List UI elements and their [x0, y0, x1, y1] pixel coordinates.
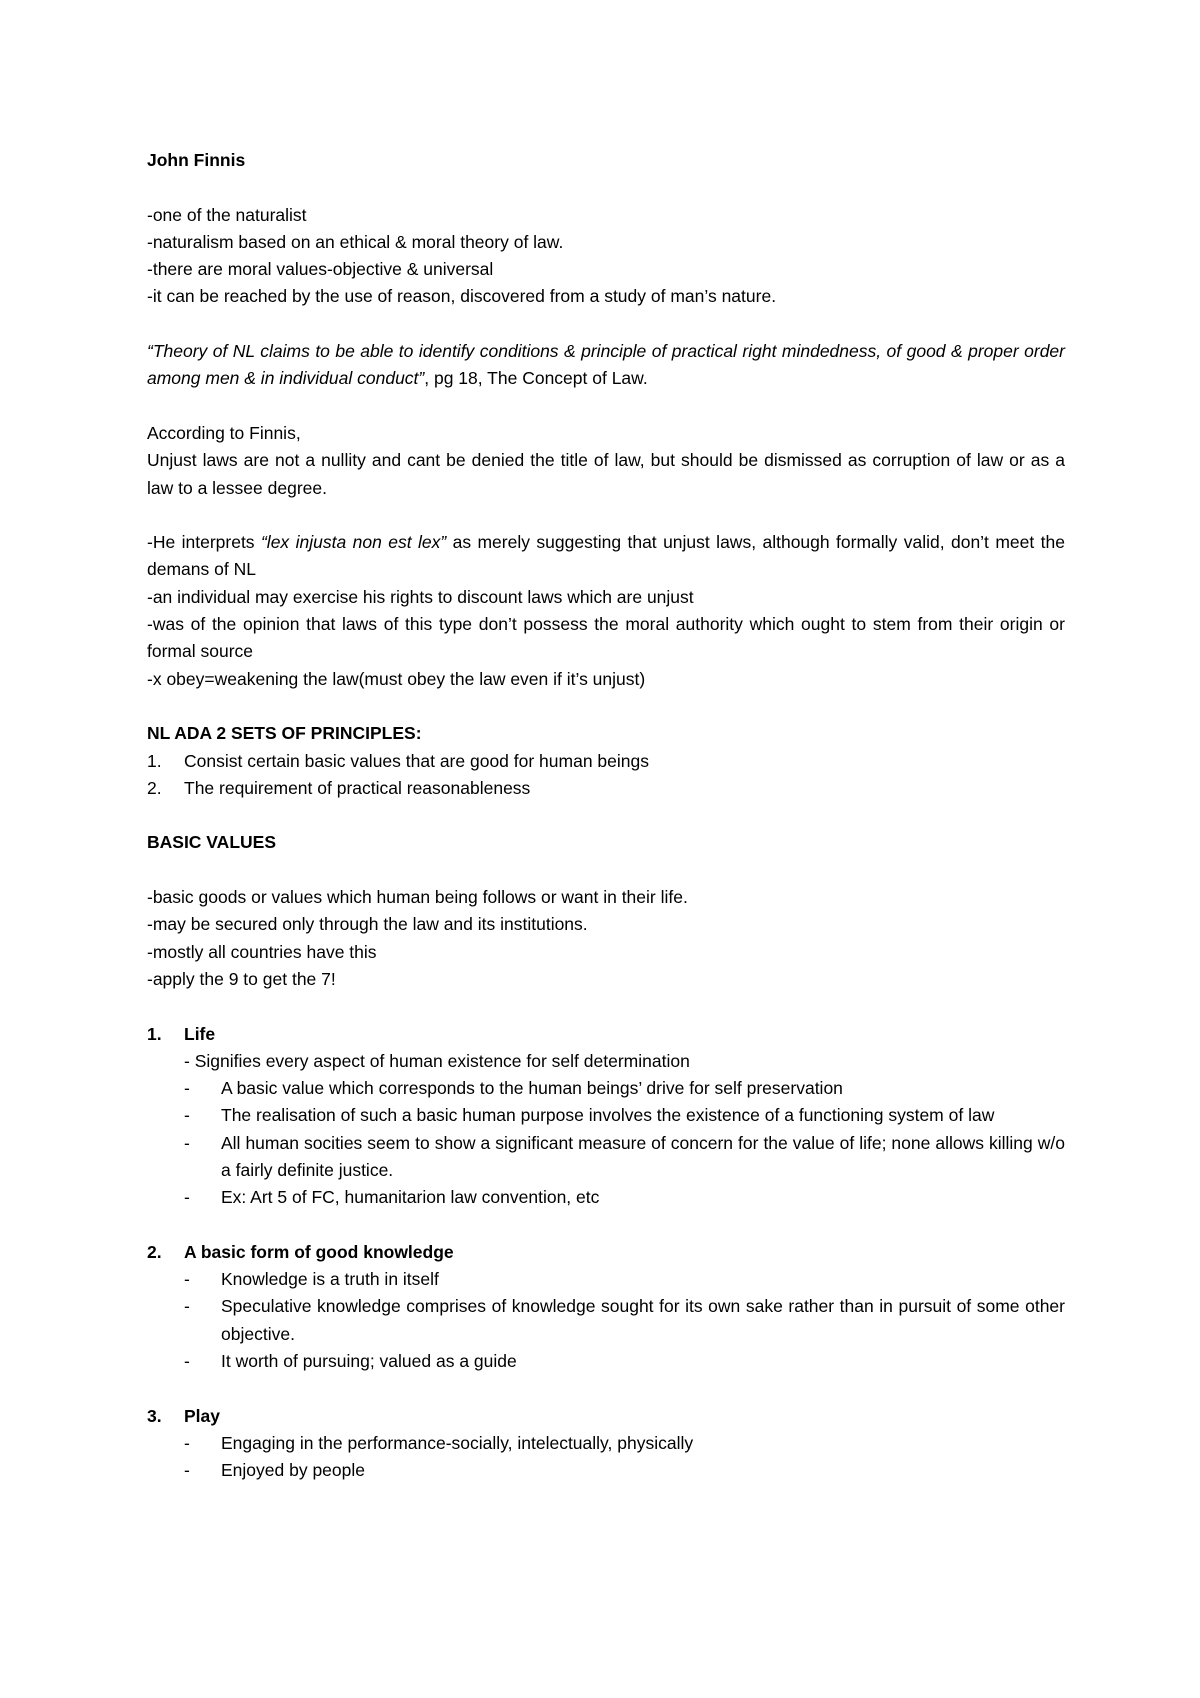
value-point [184, 1130, 1065, 1185]
dash-bullet: - [184, 1296, 190, 1317]
intro-point: -there are moral values-objective & universal [147, 259, 494, 280]
basic-values-point: -may be secured only through the law and its institutions. [147, 914, 588, 935]
value-heading [147, 1239, 1065, 1266]
lex-pre: -He interprets [147, 532, 261, 553]
value-heading [147, 1403, 1065, 1430]
dash-bullet: - [184, 1105, 190, 1126]
finnis-heading: According to Finnis, [147, 422, 301, 443]
value-point-text: All human socities seem to show a significant measure of concern for the value of life; none allows killing w/o a fairly definite justice. [221, 1132, 1065, 1180]
value-number: 2. [147, 1241, 162, 1262]
quote-paragraph [147, 338, 1065, 393]
lex-point: -was of the opinion that laws of this type don’t possess the moral authority which ought to stem from their origin or formal source [147, 614, 1065, 662]
value-point-text: Enjoyed by people [221, 1460, 365, 1481]
value-title: Life [184, 1023, 216, 1044]
dash-bullet: - [184, 1460, 190, 1481]
value-point [184, 1430, 1065, 1457]
lex-maxim: “lex injusta non est lex” [260, 532, 447, 553]
value-point-text: It worth of pursuing; valued as a guide [221, 1351, 517, 1372]
value-point [184, 1348, 1065, 1375]
document-title: John Finnis [147, 150, 246, 170]
dash-bullet: - [184, 1432, 190, 1453]
value-number: 3. [147, 1405, 162, 1426]
basic-values-point: -mostly all countries have this [147, 941, 377, 962]
intro-point: -one of the naturalist [147, 204, 307, 225]
principle-text: Consist certain basic values that are good for human beings [184, 750, 649, 771]
principle-text: The requirement of practical reasonableness [184, 777, 531, 798]
dash-bullet: - [184, 1269, 190, 1290]
value-point-text: The realisation of such a basic human purpose involves the existence of a functioning system of law [221, 1105, 995, 1126]
value-point [184, 1102, 1065, 1129]
value-heading [147, 1021, 1065, 1048]
principle-number: 1. [147, 750, 162, 771]
principle-item [147, 775, 1065, 802]
value-title: Play [184, 1405, 220, 1426]
basic-values-point: -apply the 9 to get the 7! [147, 968, 336, 989]
value-point-text: Engaging in the performance-socially, intelectually, physically [221, 1432, 694, 1453]
basic-values-heading: BASIC VALUES [147, 832, 276, 853]
finnis-text: Unjust laws are not a nullity and cant be denied the title of law, but should be dismissed as corruption of law or as a law to a lessee degree. [147, 450, 1065, 498]
value-point [184, 1184, 1065, 1211]
lex-paragraph [147, 529, 1065, 584]
quote-text: “Theory of NL claims to be able to identify conditions & principle of practical right mindedness, of good & proper order among men & in individual conduct” [147, 341, 1065, 389]
value-point [184, 1266, 1065, 1293]
value-point [184, 1457, 1065, 1484]
quote-source: , pg 18, The Concept of Law. [424, 368, 648, 389]
value-point-text: Ex: Art 5 of FC, humanitarion law convention, etc [221, 1187, 600, 1208]
value-point [184, 1075, 1065, 1102]
document-content [147, 147, 1065, 1485]
basic-values-point: -basic goods or values which human being follows or want in their life. [147, 887, 688, 908]
dash-bullet: - [184, 1132, 190, 1153]
value-point-text: Knowledge is a truth in itself [221, 1269, 439, 1290]
lex-post: as merely suggesting that unjust laws, although formally valid, don’t meet the demans of NL [147, 532, 1065, 580]
value-title: A basic form of good knowledge [184, 1241, 454, 1262]
value-point [184, 1293, 1065, 1348]
value-point-text: Speculative knowledge comprises of knowledge sought for its own sake rather than in pursuit of some other objective. [221, 1296, 1065, 1344]
value-number: 1. [147, 1023, 162, 1044]
intro-point: -it can be reached by the use of reason, discovered from a study of man’s nature. [147, 286, 777, 307]
lex-point: -x obey=weakening the law(must obey the law even if it’s unjust) [147, 668, 646, 689]
principle-number: 2. [147, 777, 162, 798]
dash-bullet: - [184, 1351, 190, 1372]
dash-bullet: - [184, 1187, 190, 1208]
lex-point: -an individual may exercise his rights to discount laws which are unjust [147, 586, 694, 607]
intro-point: -naturalism based on an ethical & moral theory of law. [147, 231, 564, 252]
dash-bullet: - [184, 1078, 190, 1099]
principles-heading: NL ADA 2 SETS OF PRINCIPLES: [147, 723, 422, 744]
value-lead: - Signifies every aspect of human existence for self determination [184, 1050, 690, 1071]
principle-item [147, 748, 1065, 775]
value-point-text: A basic value which corresponds to the human beings’ drive for self preservation [221, 1078, 843, 1099]
